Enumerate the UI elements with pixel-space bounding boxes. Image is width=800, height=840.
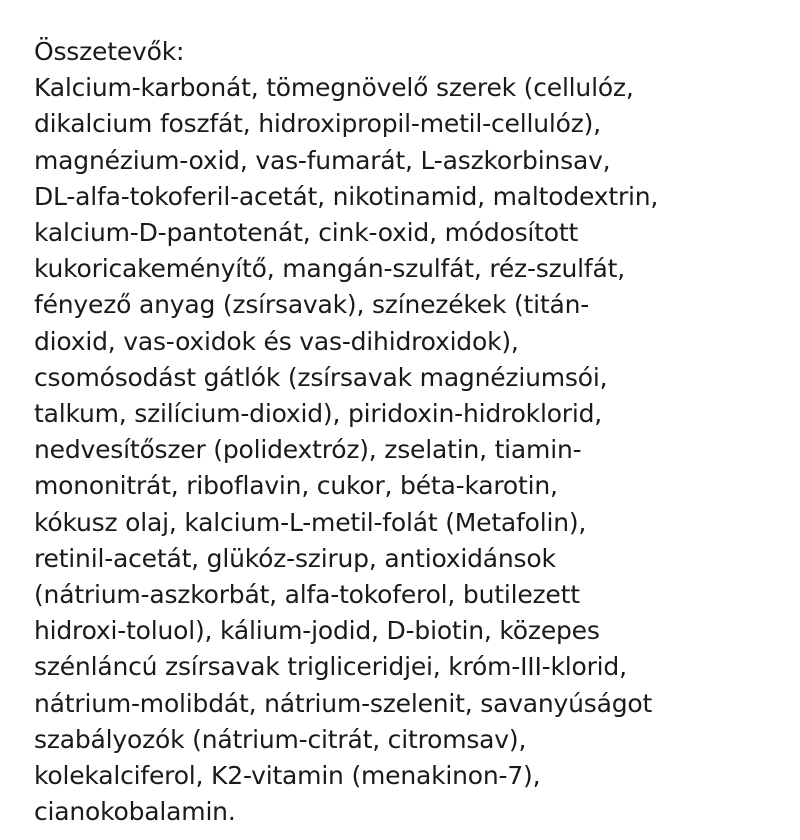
ingredient-line: dikalcium foszfát, hidroxipropil-metil-cellulóz),: [34, 109, 601, 139]
ingredient-line: retinil-acetát, glükóz-szirup, antioxidánsok: [34, 543, 556, 573]
ingredient-line: DL-alfa-tokoferil-acetát, nikotinamid, maltodextrin,: [34, 181, 659, 211]
ingredient-line: dioxid, vas-oxidok és vas-dihidroxidok),: [34, 326, 519, 356]
ingredient-line: magnézium-oxid, vas-fumarát, L-aszkorbinsav,: [34, 145, 611, 175]
ingredient-line: mononitrát, riboflavin, cukor, béta-karotin,: [34, 471, 558, 501]
ingredient-line: szabályozók (nátrium-citrát, citromsav),: [34, 724, 527, 754]
ingredient-line: csomósodást gátlók (zsírsavak magnéziumsói,: [34, 362, 608, 392]
ingredients-heading: Összetevők:: [34, 37, 185, 66]
ingredient-line: szénláncú zsírsavak trigliceridjei, króm-III-klorid,: [34, 652, 627, 682]
ingredient-line: kókusz olaj, kalcium-L-metil-folát (Metafolin),: [34, 507, 587, 537]
ingredients-text-block: [34, 34, 794, 830]
ingredient-line: nedvesítőszer (polidextróz), zselatin, tiamin-: [34, 435, 582, 465]
ingredient-line: fényező anyag (zsírsavak), színezékek (titán-: [34, 290, 590, 320]
ingredient-line: hidroxi-toluol), kálium-jodid, D-biotin, közepes: [34, 616, 600, 646]
ingredient-line: kukoricakeményítő, mangán-szulfát, réz-szulfát,: [34, 254, 625, 284]
ingredient-line: nátrium-molibdát, nátrium-szelenit, savanyúságot: [34, 688, 653, 718]
ingredient-line: cianokobalamin.: [34, 797, 236, 827]
ingredient-line: kalcium-D-pantotenát, cink-oxid, módosított: [34, 218, 579, 248]
ingredient-line: talkum, szilícium-dioxid), piridoxin-hidroklorid,: [34, 399, 603, 429]
ingredient-line: Kalcium-karbonát, tömegnövelő szerek (cellulóz,: [34, 73, 634, 103]
ingredient-line: (nátrium-aszkorbát, alfa-tokoferol, butilezett: [34, 580, 580, 610]
ingredient-line: kolekalciferol, K2-vitamin (menakinon-7),: [34, 761, 541, 791]
